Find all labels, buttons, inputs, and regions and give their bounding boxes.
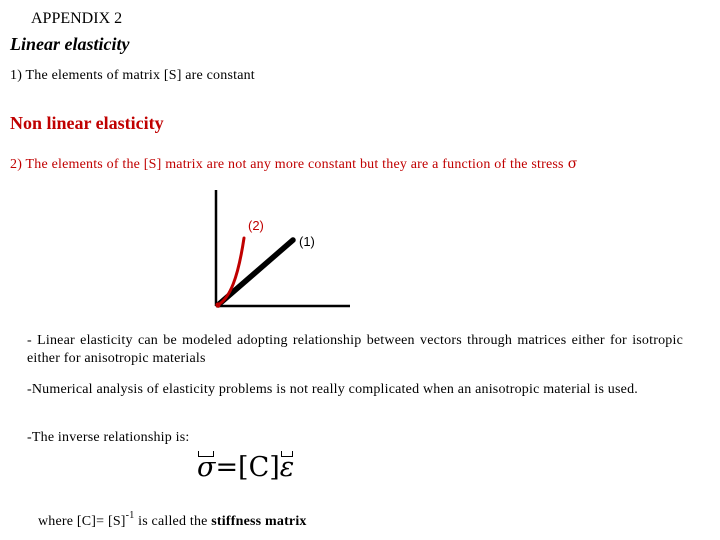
- paragraph-linear-modeling: - Linear elasticity can be modeled adopting relationship between vectors through matrices either for isotropic either for anisotropic materials: [27, 333, 683, 366]
- linear-elasticity-heading: Linear elasticity: [10, 34, 130, 54]
- nonlinear-point-2: [10, 156, 577, 173]
- nonlinear-point-2-text: 2) The elements of the [S] matrix are not any more constant but they are a function of the stress: [10, 157, 564, 172]
- curve-2-label: (2): [248, 218, 264, 233]
- origin-point: [215, 302, 220, 307]
- stiffness-definition: [38, 510, 307, 530]
- appendix-title: APPENDIX 2: [31, 10, 123, 27]
- line-1-label: (1): [299, 234, 315, 249]
- linear-point-1: 1) The elements of matrix [S] are constant: [10, 68, 255, 83]
- stiffness-matrix-term: stiffness matrix: [211, 514, 307, 529]
- paragraph-inverse-relationship: -The inverse relationship is:: [27, 430, 190, 445]
- inverse-exponent: -1: [125, 510, 135, 522]
- stiffness-prefix: where [C]= [S]: [38, 514, 126, 529]
- sigma-symbol: σ: [567, 156, 578, 172]
- formula-middle: =[C]: [215, 452, 280, 483]
- stress-strain-diagram: [200, 188, 360, 318]
- paragraph-numerical-analysis: -Numerical analysis of elasticity problems is not really complicated when an anisotropic material is used.: [27, 382, 638, 397]
- nonlinear-elasticity-heading: Non linear elasticity: [10, 113, 164, 133]
- stiffness-middle: is called the: [134, 514, 212, 529]
- formula-sigma: σ: [197, 452, 216, 483]
- formula-epsilon: ε: [279, 452, 295, 483]
- stiffness-formula: [197, 452, 294, 483]
